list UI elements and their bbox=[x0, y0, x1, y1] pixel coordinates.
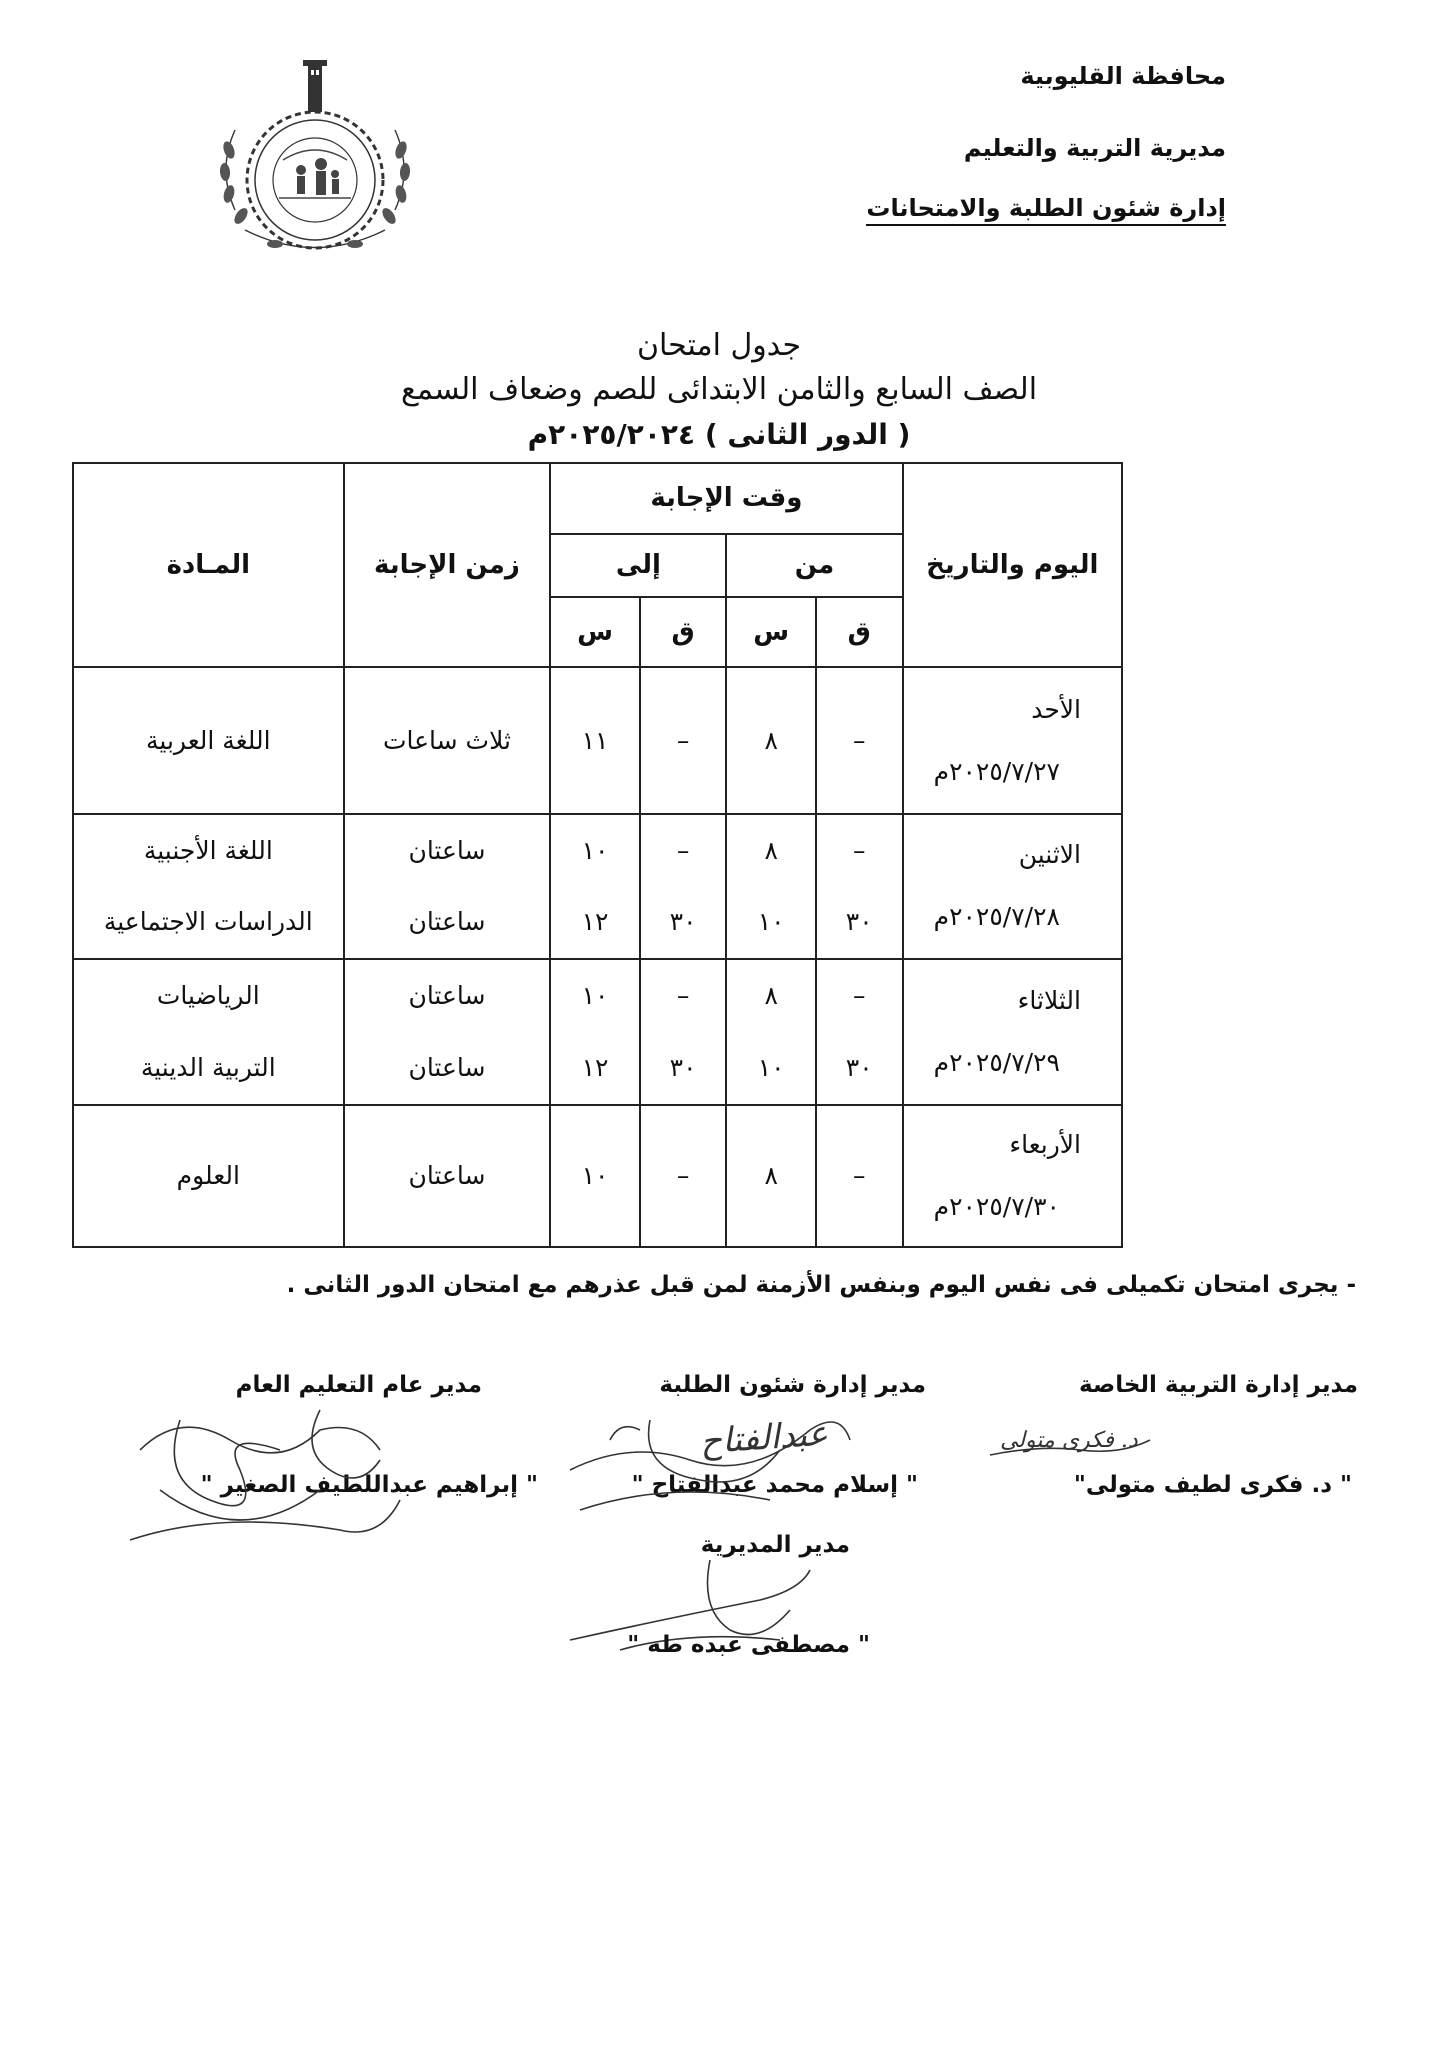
exam-date: ٢٠٢٥/٧/٣٠م bbox=[933, 1192, 1060, 1222]
duration: ثلاث ساعات bbox=[382, 725, 511, 755]
header-from: من bbox=[726, 534, 902, 597]
subject: الرياضيات bbox=[156, 980, 260, 1010]
day-name: الأربعاء bbox=[1009, 1130, 1081, 1160]
day-date-cell bbox=[903, 814, 1122, 959]
makeup-exam-note: - يجرى امتحان تكميلى فى نفس اليوم وبنفس الأزمنة لمن قبل عذرهم مع امتحان الدور الثانى . bbox=[286, 1272, 1356, 1298]
schedule-session: ( الدور الثانى ) ٢٠٢٥/٢٠٢٤م bbox=[527, 418, 911, 451]
directorate-label: مديرية التربية والتعليم bbox=[963, 134, 1226, 162]
general-ed-director-title: مدير عام التعليم العام bbox=[235, 1372, 482, 1398]
education-directorate-seal-icon bbox=[205, 60, 425, 270]
table-row bbox=[73, 814, 1122, 959]
special-ed-director-title: مدير إدارة التربية الخاصة bbox=[1079, 1372, 1358, 1398]
day-date-cell bbox=[903, 667, 1122, 814]
to-hours: ١٢ bbox=[581, 1053, 609, 1083]
from-minutes: – bbox=[852, 980, 866, 1010]
day-name: الثلاثاء bbox=[1017, 986, 1081, 1015]
exam-schedule-table bbox=[72, 462, 1123, 1248]
header-to-minutes: ق bbox=[640, 597, 727, 668]
table-row bbox=[73, 959, 1122, 1106]
directorate-director-title: مدير المديرية bbox=[700, 1532, 850, 1558]
header-to-hours: س bbox=[550, 597, 639, 668]
to-minutes: – bbox=[676, 1161, 690, 1191]
from-minutes: – bbox=[852, 725, 866, 755]
from-hours: ٨ bbox=[764, 835, 778, 865]
subject: الدراسات الاجتماعية bbox=[103, 907, 313, 936]
from-hours: ٨ bbox=[764, 980, 778, 1010]
duration: ساعتان bbox=[408, 980, 486, 1010]
to-hours: ١١ bbox=[581, 725, 609, 755]
exam-date: ٢٠٢٥/٧/٢٧م bbox=[933, 756, 1060, 786]
to-minutes: – bbox=[676, 725, 690, 755]
header-from-minutes: ق bbox=[816, 597, 903, 668]
to-hours: ١٠ bbox=[581, 980, 609, 1010]
day-date-cell bbox=[903, 959, 1122, 1106]
header-duration: زمن الإجابة bbox=[344, 463, 551, 667]
special-ed-director-handwriting: د. فكرى متولى bbox=[1000, 1428, 1138, 1453]
special-ed-director-name: " د. فكرى لطيف متولى" bbox=[1073, 1472, 1352, 1498]
subject: اللغة العربية bbox=[146, 725, 271, 755]
duration: ساعتان bbox=[408, 1053, 486, 1083]
schedule-title: جدول امتحان bbox=[636, 328, 802, 363]
department-label: إدارة شئون الطلبة والامتحانات bbox=[866, 194, 1226, 226]
to-minutes: ٣٠ bbox=[669, 1053, 697, 1083]
from-hours: ٨ bbox=[764, 1161, 778, 1191]
from-hours: ٨ bbox=[764, 725, 778, 755]
from-hours: ١٠ bbox=[757, 907, 785, 936]
day-name: الاثنين bbox=[1018, 840, 1081, 870]
header-day-date: اليوم والتاريخ bbox=[903, 463, 1122, 667]
to-minutes: – bbox=[676, 980, 690, 1010]
header-subject: المـادة bbox=[73, 463, 344, 667]
subject: التربية الدينية bbox=[140, 1053, 276, 1083]
from-minutes: ٣٠ bbox=[845, 1053, 873, 1083]
to-minutes: ٣٠ bbox=[669, 907, 697, 936]
to-minutes: – bbox=[676, 835, 690, 865]
day-name: الأحد bbox=[1031, 694, 1081, 724]
governorate-label: محافظة القليوبية bbox=[1020, 62, 1226, 90]
student-affairs-director-handwriting: عبدالفتاح bbox=[698, 1413, 830, 1463]
general-ed-director-signature bbox=[120, 1390, 420, 1560]
from-minutes: – bbox=[852, 1161, 866, 1191]
from-minutes: – bbox=[852, 835, 866, 865]
from-minutes: ٣٠ bbox=[845, 907, 873, 936]
exam-date: ٢٠٢٥/٧/٢٨م bbox=[933, 902, 1060, 932]
duration: ساعتان bbox=[408, 907, 486, 936]
to-hours: ١٢ bbox=[581, 907, 609, 936]
table-row bbox=[73, 667, 1122, 814]
from-hours: ١٠ bbox=[757, 1053, 785, 1083]
schedule-subtitle: الصف السابع والثامن الابتدائى للصم وضعاف السمع bbox=[400, 372, 1038, 407]
general-ed-director-name: " إبراهيم عبداللطيف الصغير " bbox=[200, 1472, 538, 1498]
exam-date: ٢٠٢٥/٧/٢٩م bbox=[933, 1048, 1060, 1077]
header-from-hours: س bbox=[726, 597, 815, 668]
student-affairs-director-title: مدير إدارة شئون الطلبة bbox=[659, 1372, 926, 1398]
duration: ساعتان bbox=[408, 835, 486, 865]
header-answer-time: وقت الإجابة bbox=[550, 463, 902, 534]
table-row bbox=[73, 1105, 1122, 1247]
to-hours: ١٠ bbox=[581, 1161, 609, 1191]
student-affairs-director-name: " إسلام محمد عبدالفتاح " bbox=[631, 1472, 918, 1498]
subject: العلوم bbox=[176, 1161, 240, 1191]
day-date-cell bbox=[903, 1105, 1122, 1247]
subject: اللغة الأجنبية bbox=[143, 835, 273, 865]
duration: ساعتان bbox=[408, 1161, 486, 1191]
directorate-director-name: " مصطفى عبده طه " bbox=[627, 1632, 870, 1658]
to-hours: ١٠ bbox=[581, 835, 609, 865]
header-to: إلى bbox=[550, 534, 726, 597]
